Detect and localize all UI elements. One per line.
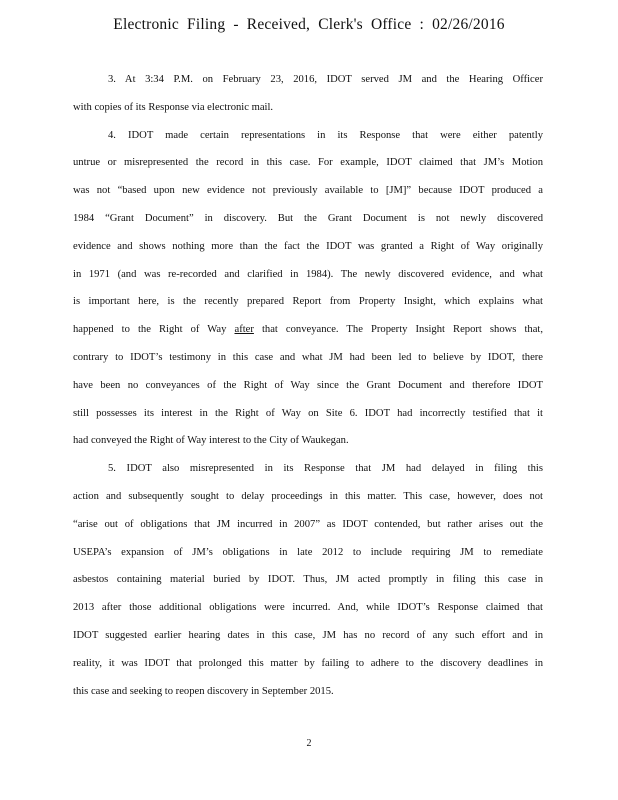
document-body <box>73 66 543 705</box>
text-line: 4. IDOT made certain representations in its Response that were either patently <box>108 129 543 141</box>
text-line: have been no conveyances of the Right of Way since the Grant Document and therefore IDOT <box>73 379 543 391</box>
text-line: asbestos containing material buried by IDOT. Thus, JM acted promptly in filing this case in <box>73 574 543 586</box>
filing-stamp-header: Electronic Filing - Received, Clerk's Office : 02/26/2016 <box>113 16 505 33</box>
text-line: is important here, is the recently prepared Report from Property Insight, which explains what <box>73 296 543 308</box>
underlined-word: after <box>234 324 254 336</box>
text-line: IDOT suggested earlier hearing dates in this case, JM has no record of any such effort and in <box>73 629 543 641</box>
text-line: with copies of its Response via electronic mail. <box>73 101 274 113</box>
text-line: 1984 “Grant Document” in discovery. But the Grant Document is not newly discovered <box>73 212 543 224</box>
text-line: this case and seeking to reopen discovery in September 2015. <box>73 685 334 697</box>
text-segment: that conveyance. The Property Insight Report shows that, <box>253 324 543 336</box>
text-line: still possesses its interest in the Right of Way on Site 6. IDOT had incorrectly testified that it <box>73 407 543 419</box>
text-line-with-underline <box>73 316 543 344</box>
text-line: had conveyed the Right of Way interest to the City of Waukegan. <box>73 435 349 447</box>
page-number: 2 <box>306 738 312 749</box>
text-line: USEPA’s expansion of JM’s obligations in late 2012 to include requiring JM to remediate <box>73 546 543 558</box>
paragraph-5 <box>73 455 543 705</box>
text-line: “arise out of obligations that JM incurred in 2007” as IDOT contended, but rather arises out the <box>73 518 543 530</box>
text-line: reality, it was IDOT that prolonged this matter by failing to adhere to the discovery deadlines in <box>73 657 543 669</box>
paragraph-4 <box>73 122 543 456</box>
paragraph-3 <box>73 66 543 122</box>
text-line: contrary to IDOT’s testimony in this case and what JM had been led to believe by IDOT, there <box>73 351 543 363</box>
text-line: in 1971 (and was re-recorded and clarified in 1984). The newly discovered evidence, and what <box>73 268 543 280</box>
text-line: 5. IDOT also misrepresented in its Response that JM had delayed in filing this <box>108 463 543 475</box>
text-segment: happened to the Right of Way <box>73 324 235 336</box>
text-line: was not “based upon new evidence not previously available to [JM]” because IDOT produced a <box>73 185 543 197</box>
text-line: evidence and shows nothing more than the fact the IDOT was granted a Right of Way originally <box>73 240 543 252</box>
text-line: 2013 after those additional obligations were incurred. And, while IDOT’s Response claimed that <box>73 602 543 614</box>
text-line: 3. At 3:34 P.M. on February 23, 2016, IDOT served JM and the Hearing Officer <box>108 74 543 85</box>
text-line: action and subsequently sought to delay proceedings in this matter. This case, however, does not <box>73 490 543 502</box>
text-line: untrue or misrepresented the record in this case. For example, IDOT claimed that JM’s Motion <box>73 157 543 169</box>
